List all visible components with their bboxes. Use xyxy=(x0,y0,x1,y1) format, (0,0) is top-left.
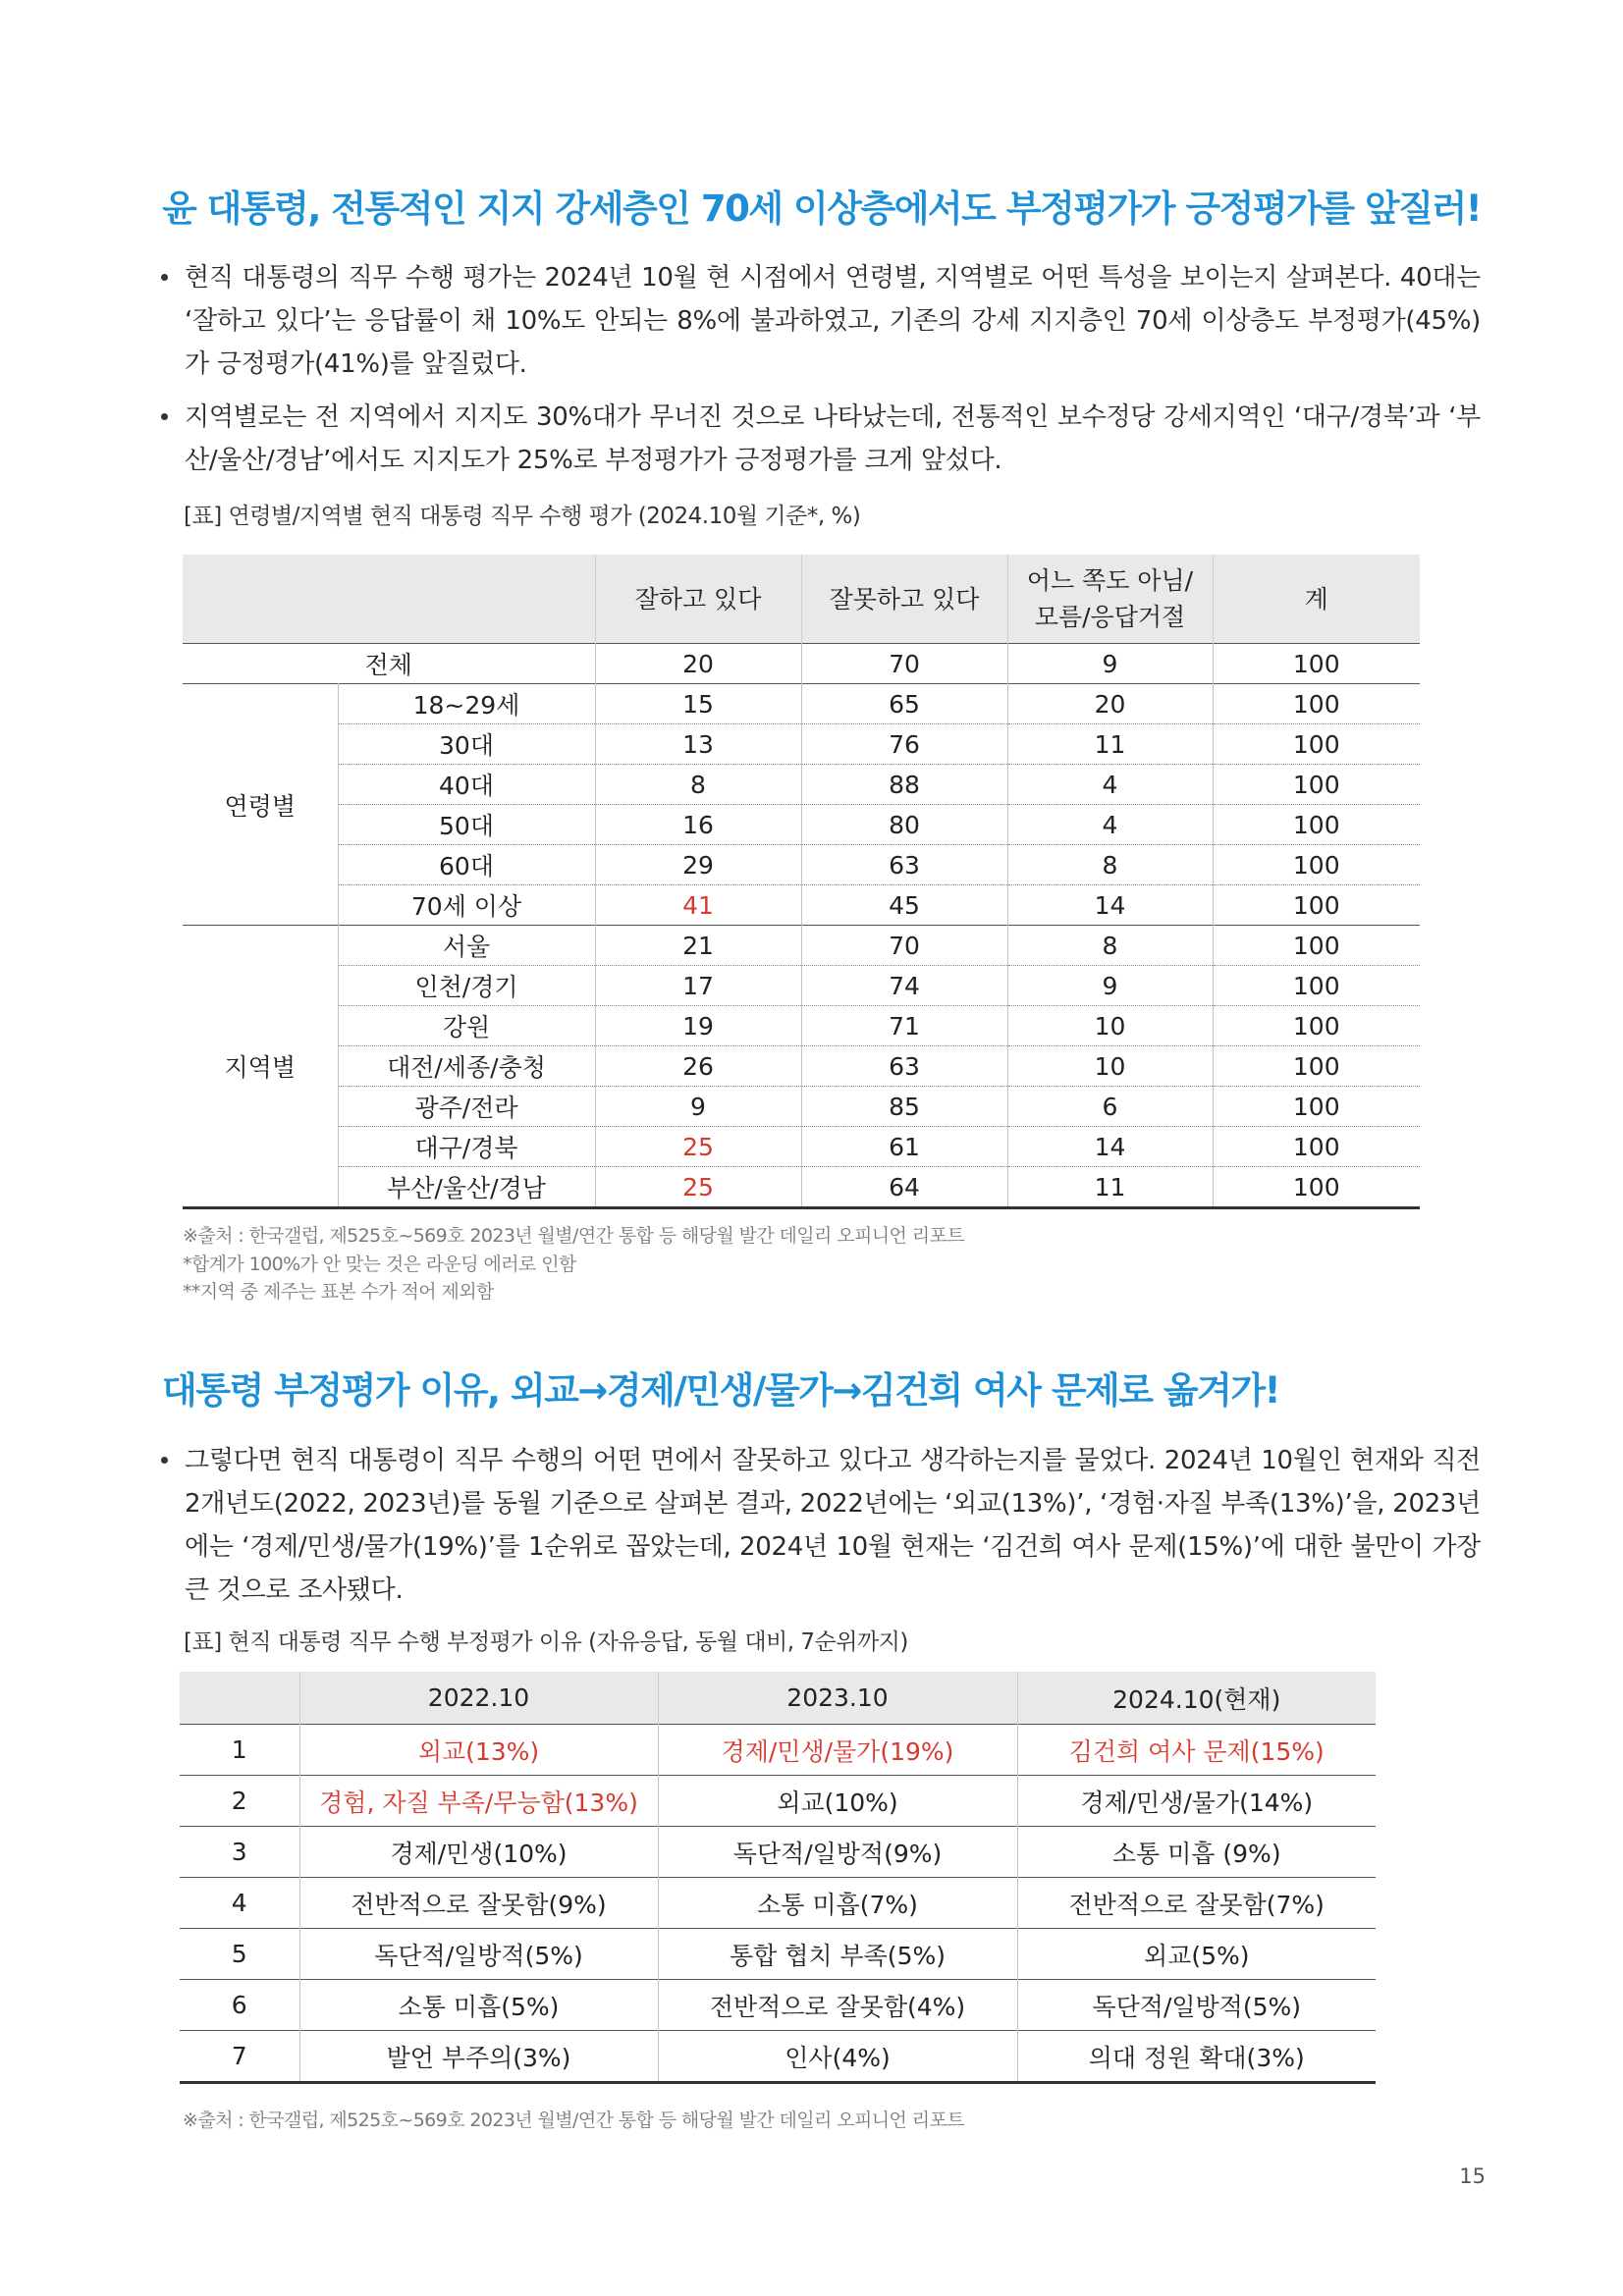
table-row xyxy=(180,1776,1376,1827)
cell-positive: 13 xyxy=(595,724,801,765)
bullet-text: 그렇다면 현직 대통령이 직무 수행의 어떤 면에서 잘못하고 있다고 생각하는지를 물었다. 2024년 10월인 현재와 직전 2개년도(2022, 2023년)를 동월 기준으로 살펴본 결과, 2022년에는 ‘외교(13%)’, ‘경험·자질 부족(13%)’을, 2023년에는 ‘경제/민생/물가(19%)’를 1순위로 꼽았는데, 2024년 10월 현재는 ‘김건희 여사 문제(15%)’에 대한 불만이 가장 큰 것으로 조사됐다. xyxy=(185,1446,1481,1605)
cell-positive: 9 xyxy=(595,1087,801,1127)
cell-negative: 74 xyxy=(801,966,1007,1006)
header-total: 계 xyxy=(1213,555,1420,644)
cell-neutral: 8 xyxy=(1007,845,1213,885)
negative-reasons-table xyxy=(180,1672,1376,2084)
cell-negative: 70 xyxy=(801,926,1007,966)
table-caption: [표] 현직 대통령 직무 수행 부정평가 이유 (자유응답, 동월 대비, 7순위까지) xyxy=(184,1629,908,1655)
table-row xyxy=(183,724,1420,765)
header-neutral xyxy=(1007,555,1213,644)
table-row xyxy=(183,684,1420,724)
cell-neutral: 11 xyxy=(1007,724,1213,765)
table-caption: [표] 연령별/지역별 현직 대통령 직무 수행 평가 (2024.10월 기준*, %) xyxy=(184,504,861,529)
source-note: ※출처 : 한국갤럽, 제525호~569호 2023년 월별/연간 통합 등 해당월 발간 데일리 오피니언 리포트 xyxy=(183,1225,964,1247)
reason-2022-cell: 독단적/일방적(5%) xyxy=(299,1929,658,1980)
cell-total: 100 xyxy=(1213,1087,1420,1127)
cell-total: 100 xyxy=(1213,644,1420,684)
table-header-row xyxy=(183,555,1420,644)
table-row xyxy=(183,966,1420,1006)
cell-total: 100 xyxy=(1213,1167,1420,1208)
header-blank-cell xyxy=(180,1672,299,1725)
cell-total: 100 xyxy=(1213,1127,1420,1167)
row-label: 서울 xyxy=(338,926,595,966)
cell-total: 100 xyxy=(1213,765,1420,805)
group-label-region: 지역별 xyxy=(183,926,338,1208)
reason-2024-cell: 외교(5%) xyxy=(1017,1929,1376,1980)
row-label: 강원 xyxy=(338,1006,595,1046)
page-number: 15 xyxy=(1459,2164,1486,2188)
row-label: 50대 xyxy=(338,805,595,845)
row-label: 70세 이상 xyxy=(338,885,595,926)
cell-neutral: 9 xyxy=(1007,644,1213,684)
row-label: 60대 xyxy=(338,845,595,885)
cell-positive: 41 xyxy=(595,885,801,926)
footnote-rounding: *합계가 100%가 안 맞는 것은 라운딩 에러로 인함 xyxy=(183,1253,576,1275)
reason-2023-cell: 전반적으로 잘못함(4%) xyxy=(658,1980,1017,2031)
header-positive: 잘하고 있다 xyxy=(595,555,801,644)
cell-total: 100 xyxy=(1213,684,1420,724)
table-row xyxy=(180,1827,1376,1878)
cell-neutral: 8 xyxy=(1007,926,1213,966)
cell-negative: 80 xyxy=(801,805,1007,845)
header-2023: 2023.10 xyxy=(658,1672,1017,1725)
job-approval-table xyxy=(183,555,1420,1209)
cell-positive: 19 xyxy=(595,1006,801,1046)
cell-neutral: 10 xyxy=(1007,1006,1213,1046)
rank-cell: 5 xyxy=(180,1929,299,1980)
table-row xyxy=(180,2031,1376,2083)
cell-positive: 26 xyxy=(595,1046,801,1087)
cell-positive: 29 xyxy=(595,845,801,885)
table-row xyxy=(180,1929,1376,1980)
cell-negative: 61 xyxy=(801,1127,1007,1167)
reason-2023-cell: 경제/민생/물가(19%) xyxy=(658,1725,1017,1776)
cell-neutral: 20 xyxy=(1007,684,1213,724)
cell-positive: 15 xyxy=(595,684,801,724)
table-notes xyxy=(183,1222,964,1307)
header-blank-cell xyxy=(183,555,595,644)
source-note: ※출처 : 한국갤럽, 제525호~569호 2023년 월별/연간 통합 등 해당월 발간 데일리 오피니언 리포트 xyxy=(183,2109,964,2131)
cell-total: 100 xyxy=(1213,926,1420,966)
bullet-paragraph xyxy=(159,256,1481,386)
reason-2022-cell: 전반적으로 잘못함(9%) xyxy=(299,1878,658,1929)
row-label: 30대 xyxy=(338,724,595,765)
table-row xyxy=(180,1980,1376,2031)
table-row xyxy=(180,1725,1376,1776)
cell-positive: 8 xyxy=(595,765,801,805)
table-row xyxy=(183,805,1420,845)
cell-positive: 17 xyxy=(595,966,801,1006)
section1-bullet-list xyxy=(159,256,1481,492)
cell-negative: 45 xyxy=(801,885,1007,926)
reason-2023-cell: 소통 미흡(7%) xyxy=(658,1878,1017,1929)
reason-2024-cell: 의대 정원 확대(3%) xyxy=(1017,2031,1376,2083)
table-row xyxy=(183,1127,1420,1167)
table-row xyxy=(180,1878,1376,1929)
table-row xyxy=(183,1167,1420,1208)
row-label: 대전/세종/충청 xyxy=(338,1046,595,1087)
reason-2023-cell: 통합 협치 부족(5%) xyxy=(658,1929,1017,1980)
cell-negative: 85 xyxy=(801,1087,1007,1127)
header-negative: 잘못하고 있다 xyxy=(801,555,1007,644)
reason-2024-cell: 경제/민생/물가(14%) xyxy=(1017,1776,1376,1827)
row-label: 18~29세 xyxy=(338,684,595,724)
header-2022: 2022.10 xyxy=(299,1672,658,1725)
cell-neutral: 10 xyxy=(1007,1046,1213,1087)
cell-total: 100 xyxy=(1213,1006,1420,1046)
table-row xyxy=(183,1046,1420,1087)
row-label: 대구/경북 xyxy=(338,1127,595,1167)
header-neutral-line1: 어느 쪽도 아님/ xyxy=(1026,566,1194,595)
section-heading-2: 대통령 부정평가 이유, 외교→경제/민생/물가→김건희 여사 문제로 옮겨가! xyxy=(162,1369,1280,1412)
cell-neutral: 14 xyxy=(1007,1127,1213,1167)
row-label: 전체 xyxy=(183,644,595,684)
table-row xyxy=(183,1087,1420,1127)
cell-positive: 20 xyxy=(595,644,801,684)
reason-2024-cell: 전반적으로 잘못함(7%) xyxy=(1017,1878,1376,1929)
cell-negative: 65 xyxy=(801,684,1007,724)
row-label: 인천/경기 xyxy=(338,966,595,1006)
reason-2024-cell: 소통 미흡 (9%) xyxy=(1017,1827,1376,1878)
footnote-region: **지역 중 제주는 표본 수가 적어 제외함 xyxy=(183,1281,494,1303)
rank-cell: 2 xyxy=(180,1776,299,1827)
cell-neutral: 14 xyxy=(1007,885,1213,926)
row-label: 부산/울산/경남 xyxy=(338,1167,595,1208)
reason-2023-cell: 외교(10%) xyxy=(658,1776,1017,1827)
cell-total: 100 xyxy=(1213,966,1420,1006)
reason-2022-cell: 소통 미흡(5%) xyxy=(299,1980,658,2031)
bullet-dot-icon xyxy=(161,413,168,420)
reason-2022-cell: 발언 부주의(3%) xyxy=(299,2031,658,2083)
cell-neutral: 4 xyxy=(1007,805,1213,845)
row-label: 40대 xyxy=(338,765,595,805)
cell-total: 100 xyxy=(1213,1046,1420,1087)
table-header-row xyxy=(180,1672,1376,1725)
rank-cell: 3 xyxy=(180,1827,299,1878)
cell-negative: 63 xyxy=(801,1046,1007,1087)
table-row xyxy=(183,885,1420,926)
cell-negative: 88 xyxy=(801,765,1007,805)
cell-total: 100 xyxy=(1213,885,1420,926)
row-label: 광주/전라 xyxy=(338,1087,595,1127)
table-notes xyxy=(183,2107,964,2135)
bullet-text: 현직 대통령의 직무 수행 평가는 2024년 10월 현 시점에서 연령별, 지역별로 어떤 특성을 보이는지 살펴본다. 40대는 ‘잘하고 있다’는 응답률이 채 10%도 안되는 8%에 불과하였고, 기존의 강세 지지층인 70세 이상층도 부정평가(45%)가 긍정평가(41%)를 앞질렀다. xyxy=(185,263,1481,379)
cell-positive: 21 xyxy=(595,926,801,966)
bullet-paragraph xyxy=(159,396,1481,482)
cell-negative: 71 xyxy=(801,1006,1007,1046)
table-row xyxy=(183,765,1420,805)
table-row xyxy=(183,845,1420,885)
reason-2024-cell: 김건희 여사 문제(15%) xyxy=(1017,1725,1376,1776)
bullet-dot-icon xyxy=(161,274,168,281)
table-row xyxy=(183,1006,1420,1046)
cell-neutral: 11 xyxy=(1007,1167,1213,1208)
table-row-overall xyxy=(183,644,1420,684)
cell-total: 100 xyxy=(1213,724,1420,765)
reason-2023-cell: 독단적/일방적(9%) xyxy=(658,1827,1017,1878)
section2-bullet-list xyxy=(159,1439,1481,1622)
bullet-text: 지역별로는 전 지역에서 지지도 30%대가 무너진 것으로 나타났는데, 전통적인 보수정당 강세지역인 ‘대구/경북’과 ‘부산/울산/경남’에서도 지지도가 25%로 부정평가가 긍정평가를 크게 앞섰다. xyxy=(185,402,1481,475)
reason-2023-cell: 인사(4%) xyxy=(658,2031,1017,2083)
rank-cell: 6 xyxy=(180,1980,299,2031)
cell-negative: 76 xyxy=(801,724,1007,765)
cell-positive: 25 xyxy=(595,1127,801,1167)
rank-cell: 4 xyxy=(180,1878,299,1929)
header-neutral-line2: 모름/응답거절 xyxy=(1034,603,1186,631)
table-row xyxy=(183,926,1420,966)
reason-2022-cell: 외교(13%) xyxy=(299,1725,658,1776)
cell-total: 100 xyxy=(1213,845,1420,885)
header-2024: 2024.10(현재) xyxy=(1017,1672,1376,1725)
cell-positive: 25 xyxy=(595,1167,801,1208)
cell-negative: 64 xyxy=(801,1167,1007,1208)
bullet-dot-icon xyxy=(161,1457,168,1464)
bullet-paragraph xyxy=(159,1439,1481,1612)
cell-total: 100 xyxy=(1213,805,1420,845)
cell-negative: 70 xyxy=(801,644,1007,684)
reason-2022-cell: 경제/민생(10%) xyxy=(299,1827,658,1878)
cell-neutral: 4 xyxy=(1007,765,1213,805)
section-heading-1: 윤 대통령, 전통적인 지지 강세층인 70세 이상층에서도 부정평가가 긍정평가를 앞질러! xyxy=(162,187,1482,230)
cell-neutral: 6 xyxy=(1007,1087,1213,1127)
cell-positive: 16 xyxy=(595,805,801,845)
group-label-age: 연령별 xyxy=(183,684,338,926)
cell-neutral: 9 xyxy=(1007,966,1213,1006)
cell-negative: 63 xyxy=(801,845,1007,885)
rank-cell: 1 xyxy=(180,1725,299,1776)
reason-2022-cell: 경험, 자질 부족/무능함(13%) xyxy=(299,1776,658,1827)
rank-cell: 7 xyxy=(180,2031,299,2083)
reason-2024-cell: 독단적/일방적(5%) xyxy=(1017,1980,1376,2031)
